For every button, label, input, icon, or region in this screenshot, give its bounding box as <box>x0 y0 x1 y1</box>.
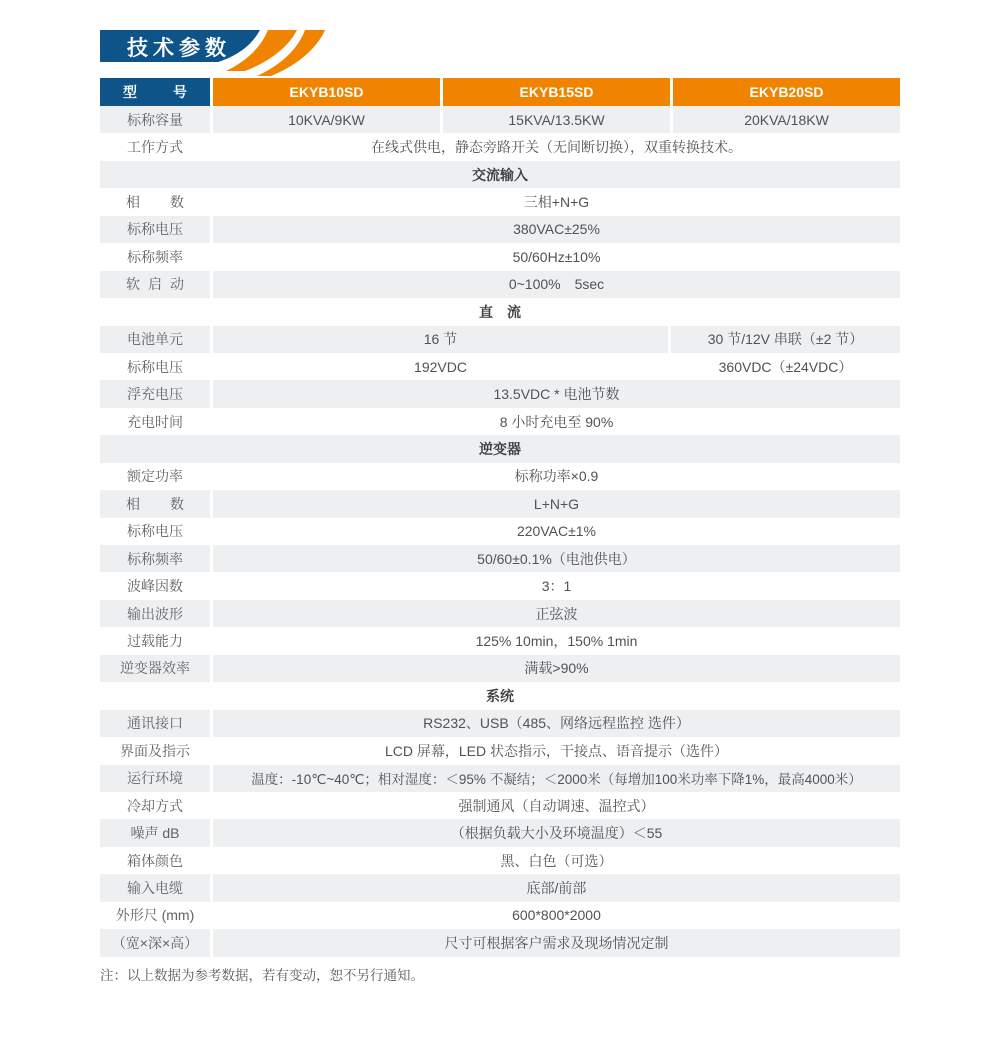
spec-label: 输入电缆 <box>100 874 210 901</box>
spec-value: RS232、USB（485、网络远程监控 选件） <box>213 710 900 737</box>
table-row <box>100 737 900 764</box>
spec-value: L+N+G <box>213 490 900 517</box>
table-row <box>100 271 900 298</box>
spec-value: 0~100% 5sec <box>213 271 900 298</box>
spec-value: （根据负载大小及环境温度）＜55 <box>213 819 900 846</box>
spec-value: 3：1 <box>213 572 900 599</box>
spec-label: 标称频率 <box>100 243 210 270</box>
section-title: 直 流 <box>100 298 900 325</box>
spec-value: 强制通风（自动调速、温控式） <box>213 792 900 819</box>
table-header-row <box>100 78 900 106</box>
spec-label: 标称电压 <box>100 353 210 380</box>
header-model-label: 型号 <box>100 78 210 106</box>
footnote: 注：以上数据为参考数据，若有变动，恕不另行通知。 <box>100 968 424 983</box>
spec-label: 过载能力 <box>100 627 210 654</box>
table-row <box>100 243 900 270</box>
spec-value: 380VAC±25% <box>213 216 900 243</box>
spec-value: 30 节/12V 串联（±2 节） <box>671 326 900 353</box>
spec-label: 标称频率 <box>100 545 210 572</box>
spec-label: 外形尺 (mm) <box>100 902 210 929</box>
spec-value: 20KVA/18KW <box>673 106 900 133</box>
table-row <box>100 765 900 792</box>
table-row <box>100 545 900 572</box>
table-row <box>100 874 900 901</box>
page-title: 技术参数 <box>127 37 231 60</box>
spec-label: 逆变器效率 <box>100 655 210 682</box>
table-row <box>100 380 900 407</box>
spec-label: 额定功率 <box>100 463 210 490</box>
table-row <box>100 216 900 243</box>
table-row <box>100 627 900 654</box>
header-model-2: EKYB15SD <box>443 78 670 106</box>
header-model-3: EKYB20SD <box>673 78 900 106</box>
section-title: 交流输入 <box>100 161 900 188</box>
spec-value: 在线式供电，静态旁路开关（无间断切换），双重转换技术。 <box>213 133 900 160</box>
spec-label: 工作方式 <box>100 133 210 160</box>
spec-label: （宽×深×高） <box>100 929 210 956</box>
section-title: 系统 <box>100 682 900 709</box>
spec-label: 箱体颜色 <box>100 847 210 874</box>
spec-value: 黑、白色（可选） <box>213 847 900 874</box>
spec-value: 底部/前部 <box>213 874 900 901</box>
spec-value: 192VDC <box>213 353 668 380</box>
spec-value: 尺寸可根据客户需求及现场情况定制 <box>213 929 900 956</box>
spec-label: 浮充电压 <box>100 380 210 407</box>
spec-label: 噪声 dB <box>100 819 210 846</box>
spec-table <box>100 78 900 957</box>
spec-value: 标称功率×0.9 <box>213 463 900 490</box>
spec-value: 50/60±0.1%（电池供电） <box>213 545 900 572</box>
table-row <box>100 490 900 517</box>
table-row <box>100 847 900 874</box>
section-header-row <box>100 682 900 709</box>
spec-label: 充电时间 <box>100 408 210 435</box>
spec-value: LCD 屏幕，LED 状态指示，干接点、语音提示（选件） <box>213 737 900 764</box>
table-row <box>100 929 900 956</box>
spec-label: 相数 <box>100 490 210 517</box>
spec-label: 标称电压 <box>100 518 210 545</box>
table-row <box>100 792 900 819</box>
table-row <box>100 463 900 490</box>
spec-value: 125% 10min，150% 1min <box>213 627 900 654</box>
spec-value: 三相+N+G <box>213 188 900 215</box>
table-row <box>100 710 900 737</box>
spec-value: 正弦波 <box>213 600 900 627</box>
table-row <box>100 408 900 435</box>
spec-label: 标称电压 <box>100 216 210 243</box>
section-header-row <box>100 435 900 462</box>
spec-label: 软启动 <box>100 271 210 298</box>
spec-label: 标称容量 <box>100 106 210 133</box>
table-row <box>100 518 900 545</box>
table-row <box>100 572 900 599</box>
spec-label: 电池单元 <box>100 326 210 353</box>
spec-value: 600*800*2000 <box>213 902 900 929</box>
spec-value: 15KVA/13.5KW <box>443 106 670 133</box>
spec-value: 220VAC±1% <box>213 518 900 545</box>
spec-value: 温度：-10℃~40℃；相对湿度：＜95% 不凝结；＜2000米（每增加100米功率下降1%，最高4000米） <box>213 765 900 792</box>
spec-label: 通讯接口 <box>100 710 210 737</box>
table-row <box>100 133 900 160</box>
spec-value: 16 节 <box>213 326 668 353</box>
spec-label: 界面及指示 <box>100 737 210 764</box>
spec-label: 相数 <box>100 188 210 215</box>
table-row <box>100 353 900 380</box>
spec-label: 运行环境 <box>100 765 210 792</box>
table-row <box>100 600 900 627</box>
spec-value: 13.5VDC * 电池节数 <box>213 380 900 407</box>
table-row <box>100 819 900 846</box>
spec-value: 50/60Hz±10% <box>213 243 900 270</box>
table-row <box>100 106 900 133</box>
spec-value: 满载>90% <box>213 655 900 682</box>
spec-value: 360VDC（±24VDC） <box>671 353 900 380</box>
spec-label: 输出波形 <box>100 600 210 627</box>
section-title: 逆变器 <box>100 435 900 462</box>
spec-label: 冷却方式 <box>100 792 210 819</box>
spec-value: 8 小时充电至 90% <box>213 408 900 435</box>
table-row <box>100 326 900 353</box>
section-header-row <box>100 298 900 325</box>
section-header-row <box>100 161 900 188</box>
spec-value: 10KVA/9KW <box>213 106 440 133</box>
table-row <box>100 655 900 682</box>
table-row <box>100 902 900 929</box>
table-row <box>100 188 900 215</box>
header-model-1: EKYB10SD <box>213 78 440 106</box>
spec-label: 波峰因数 <box>100 572 210 599</box>
section-banner <box>100 30 340 78</box>
